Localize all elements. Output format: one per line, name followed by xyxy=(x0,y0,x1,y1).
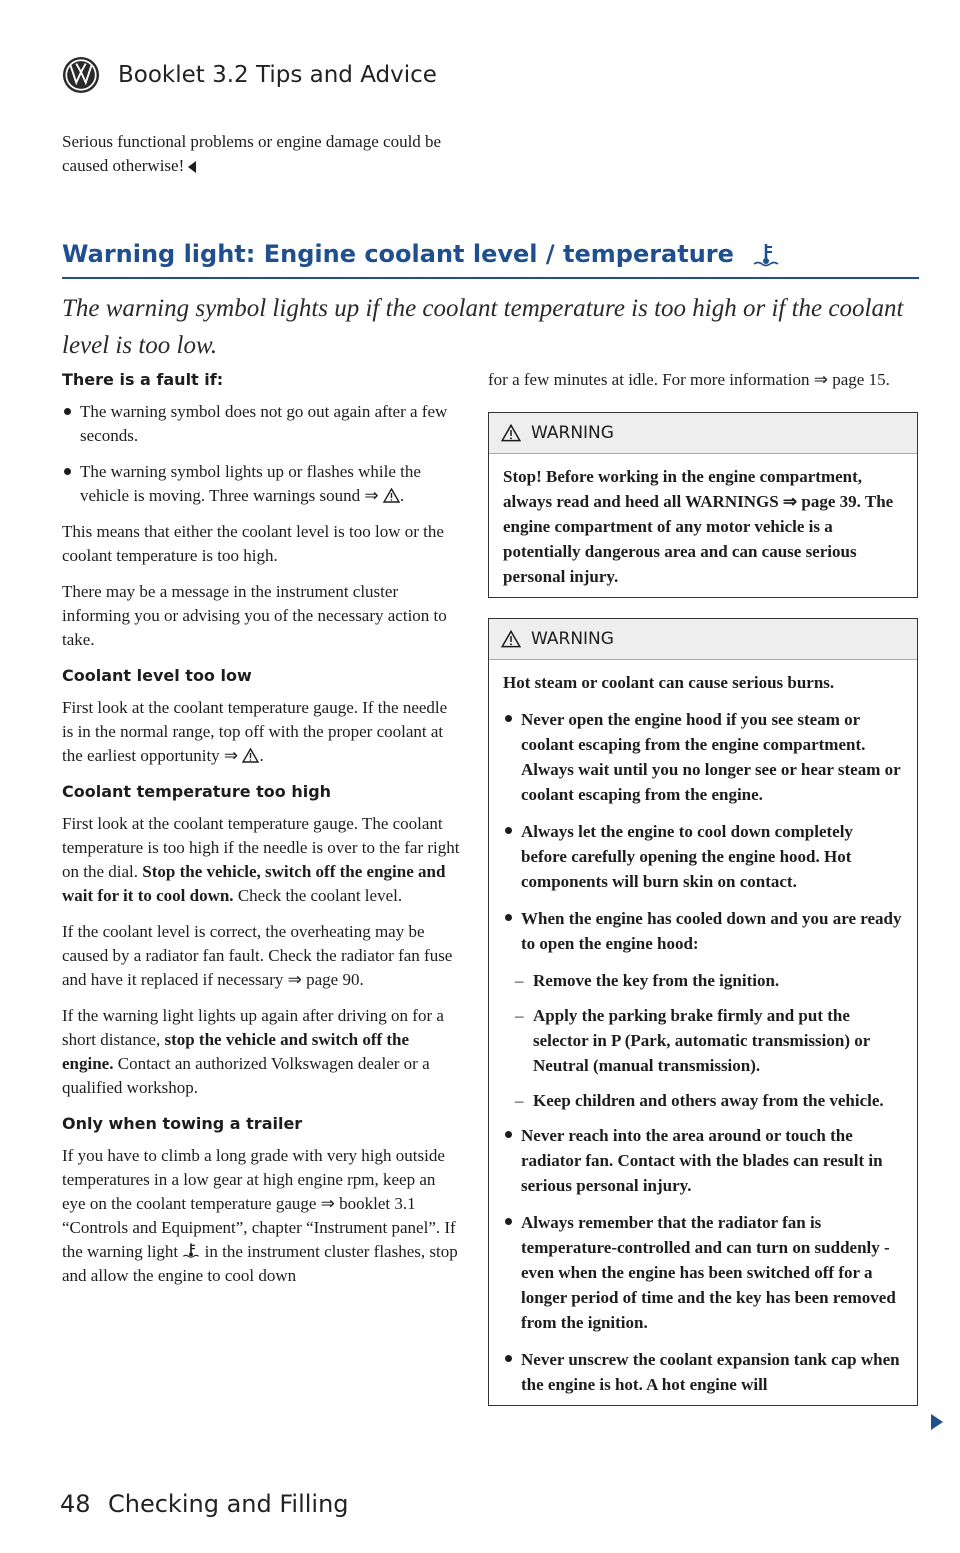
warning-bullet: Never open the engine hood if you see steam or coolant escaping from the engine compartment. Always wait until you no longer see or hear steam or coolant escaping from the engine. xyxy=(503,707,903,807)
coolant-low-text: First look at the coolant temperature gauge. If the needle is in the normal range, top off with the proper coolant at the earliest opportunity ⇒ . xyxy=(62,698,448,765)
warning-step: – Apply the parking brake firmly and put the selector in P (Park, automatic transmission) or Neutral (manual transmission). xyxy=(503,1003,903,1078)
coolant-high-heading: Coolant temperature too high xyxy=(62,782,332,801)
fault-bullet: The warning symbol lights up or flashes while the vehicle is moving. Three warnings sound ⇒ . xyxy=(62,460,462,508)
warning-triangle-icon xyxy=(501,424,521,442)
warning-header: WARNING xyxy=(489,413,917,454)
coolant-high-paragraph: If the warning light lights up again after driving on for a short distance, stop the vehicle and switch off the engine. Contact an authorized Volkswagen dealer or a qualified workshop. xyxy=(62,1006,444,1097)
intro-text: Serious functional problems or engine damage could be caused otherwise! xyxy=(62,132,442,175)
fault-heading: There is a fault if: xyxy=(62,370,224,389)
fault-paragraph: There may be a message in the instrument cluster informing you or advising you of the necessary action to take. xyxy=(62,582,447,649)
coolant-temperature-icon xyxy=(752,242,780,268)
trailer-continued: for a few minutes at idle. For more information ⇒ page 15. xyxy=(488,370,890,389)
fault-paragraph: This means that either the coolant level is too low or the coolant temperature is too high. xyxy=(62,522,444,565)
warning-step: – Remove the key from the ignition. xyxy=(503,968,903,993)
warning-bullet: Never unscrew the coolant expansion tank cap when the engine is hot. A hot engine will xyxy=(503,1347,903,1397)
coolant-high-text: First look at the coolant temperature gauge. The coolant temperature is too high if the needle is over to the far right on the dial. Stop the vehicle, switch off the engine and wait for it to cool down. Check the coolant level. xyxy=(62,814,460,905)
end-of-section-icon xyxy=(188,161,196,173)
footer-section-title: Checking and Filling xyxy=(108,1490,349,1518)
warning-intro: Hot steam or coolant can cause serious burns. xyxy=(503,673,835,692)
right-column xyxy=(488,368,918,1426)
warning-header: WARNING xyxy=(489,619,917,660)
vw-logo-icon xyxy=(62,56,100,94)
warning-triangle-icon xyxy=(501,630,521,648)
warning-bullet: Never reach into the area around or touch the radiator fan. Contact with the blades can result in serious personal injury. xyxy=(503,1123,903,1198)
section-title: Warning light: Engine coolant level / temperature xyxy=(62,240,780,268)
coolant-high-paragraph: If the coolant level is correct, the overheating may be caused by a radiator fan fault. Check the radiator fan fuse and have it replaced if necessary ⇒ page 90. xyxy=(62,922,453,989)
warning-text xyxy=(489,660,917,1405)
fault-bullet: The warning symbol does not go out again after a few seconds. xyxy=(62,400,462,448)
warning-triangle-icon xyxy=(383,488,400,503)
trailer-heading: Only when towing a trailer xyxy=(62,1114,303,1133)
trailer-text: If you have to climb a long grade with very high outside temperatures in a low gear at high engine rpm, keep an eye on the coolant temperature gauge ⇒ booklet 3.1 “Controls and Equipment”, chapter “Instrument panel”. If the warning light in the instrument cluster flashes, stop and allow the engine to cool down xyxy=(62,1146,458,1285)
warning-bullet: Always let the engine to cool down completely before carefully opening the engine hood. Hot components will burn skin on contact. xyxy=(503,819,903,894)
warning-box xyxy=(488,618,918,1406)
warning-triangle-icon xyxy=(242,748,259,763)
coolant-low-heading: Coolant level too low xyxy=(62,666,252,685)
warning-bullet: Always remember that the radiator fan is temperature-controlled and can turn on suddenly - even when the engine has been switched off for a longer period of time and the key has been removed from the ignition. xyxy=(503,1210,903,1335)
continue-arrow-icon xyxy=(930,1413,944,1431)
warning-step: – Keep children and others away from the vehicle. xyxy=(503,1088,903,1113)
page-header xyxy=(62,56,437,94)
booklet-title: Booklet 3.2 Tips and Advice xyxy=(118,62,437,88)
coolant-temperature-icon xyxy=(182,1242,200,1259)
warning-text: Stop! Before working in the engine compartment, always read and heed all WARNINGS ⇒ page 39. The engine compartment of any motor vehicle is a potentially dangerous area and can cause serious personal injury. xyxy=(503,467,894,586)
warning-bullet: When the engine has cooled down and you are ready to open the engine hood: xyxy=(503,906,903,956)
page-number: 48 xyxy=(60,1490,91,1518)
left-column xyxy=(62,368,462,1300)
warning-box xyxy=(488,412,918,598)
section-subtitle: The warning symbol lights up if the coolant temperature is too high or if the coolant level is too low. xyxy=(62,295,904,359)
title-divider xyxy=(62,277,919,279)
